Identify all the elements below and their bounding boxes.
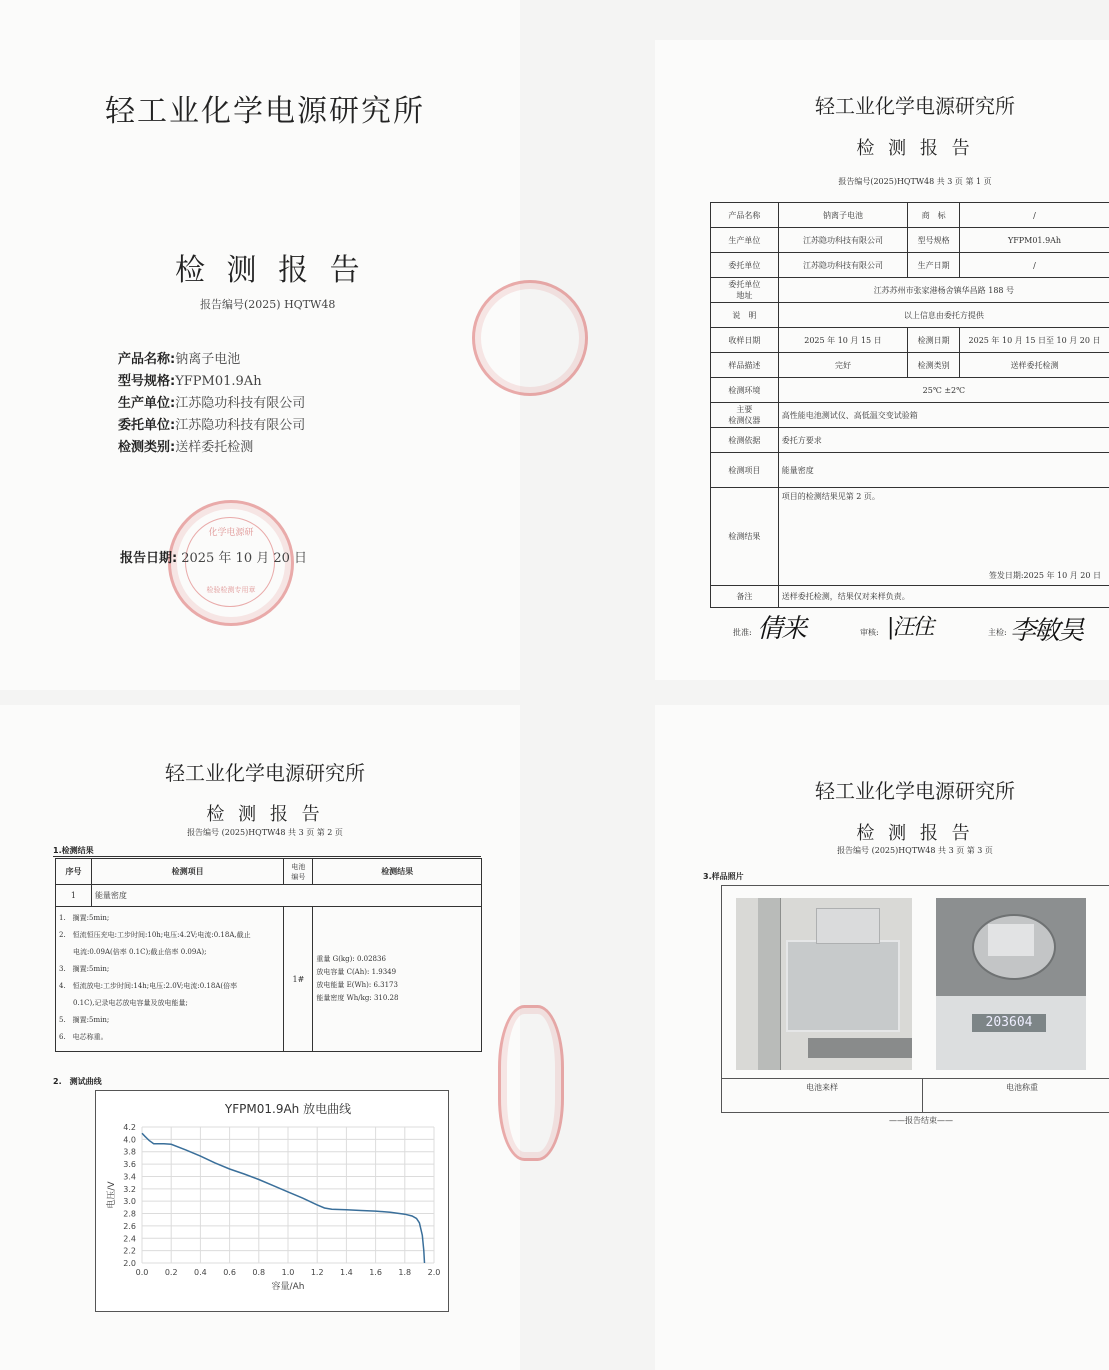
y-tick-label: 4.0 [123,1135,136,1145]
x-tick-label: 0.8 [252,1268,266,1277]
y-tick-label: 2.6 [123,1221,136,1231]
section-rule [53,856,481,857]
weighed-battery [988,924,1034,956]
x-tick-label: 1.4 [340,1268,353,1277]
report-number: 报告编号(2025) HQTW48 [200,298,336,311]
x-tick-label: 0.4 [194,1268,207,1277]
report-title: 检 测 报 告 [175,253,366,288]
report-number: 报告编号 (2025)HQTW48 共 3 页 第 2 页 [187,828,343,837]
report-title: 检 测 报 告 [206,804,324,825]
y-tick-label: 3.6 [123,1160,136,1170]
photos-frame [721,885,1109,1113]
x-tick-label: 1.6 [369,1268,382,1277]
partial-seal [498,1005,564,1161]
section-photos-heading: 3.样品照片 [703,872,744,881]
battery-sample-photo [736,898,912,1070]
y-tick-label: 3.8 [123,1147,136,1157]
field-row: 委托单位:江苏隐功科技有限公司 [118,418,306,433]
x-tick-label: 2.0 [427,1268,441,1277]
inspector-label: 主检: [988,628,1007,637]
field-row: 检测类别:送样委托检测 [118,440,254,455]
photo1-caption: 电池来样 [806,1083,838,1092]
institute-title: 轻工业化学电源研究所 [815,779,1015,803]
field-row: 型号规格:YFPM01.9Ah [118,374,262,389]
approver-signature: 倩来 [757,614,806,644]
institute-title: 轻工业化学电源研究所 [165,761,365,785]
battery-pouch [786,940,900,1032]
x-tick-label: 0.2 [164,1268,178,1277]
y-tick-label: 2.4 [123,1234,136,1244]
x-tick-label: 1.2 [310,1268,324,1277]
y-tick-label: 2.2 [123,1246,136,1256]
institute-title: 轻工业化学电源研究所 [105,94,425,129]
x-axis-label: 容量/Ah [271,1282,305,1292]
y-tick-label: 2.0 [123,1259,136,1268]
ruler-horizontal [808,1038,912,1058]
photo2-caption: 电池称重 [1006,1083,1038,1092]
cover-fields [118,348,305,458]
report-end: ——报告结束—— [889,1116,953,1125]
y-tick-label: 3.2 [123,1184,136,1194]
scale-body [936,996,1086,1070]
y-tick-label: 3.4 [123,1172,136,1182]
caption-rule [722,1078,1109,1079]
test-steps: 1. 搁置:5min; 2. 恒流恒压充电:工步时间:10h;电压:4.2V;电流:0.18A,截止 电流:0.09A(倍率 0.1C);截止倍率 0.09A); 3. 搁置:5min; 4. 恒流放电:工步时间:14h;电压:2.0V;电流:0.18A(倍率 0.1C),记录电芯放电容量及放电能量; 5. 搁置:5min; 6. 电芯称重。 [56,907,284,1052]
battery-weighing-photo [936,898,1086,1070]
discharge-chart [96,1091,448,1311]
x-tick-label: 1.0 [281,1268,295,1277]
x-tick-label: 0.6 [223,1268,236,1277]
x-tick-label: 1.8 [398,1268,412,1277]
report-page-2 [0,705,520,1370]
reviewer-signature: |汪住 [887,615,933,640]
info-table: 产品名称 钠离子电池 商 标 / 生产单位 江苏隐功科技有限公司 型号规格 YFPM01.9Ah 委托单位 江苏隐功科技有限公司 生产日期 / 委托单位 地址 江苏苏州市张家港杨舍镇华昌路 188 号 说 明 以上信息由委托方提供 收样日期 2025 年 10 月 15 日 检测日期 2025 年 10 月 15 日至 10 月 20 日 样品描述 完好 检测类别 送样委托检测 检测环境 25℃ ±2℃ 主要 检测仪器 高性能电池测试仪、高低温交变试验箱 检测依据 委托方要求 检测项目 能量密度 检测结果 项目的检测结果见第 2 页。 签发日期:2025 年 10 月 20 日 备注 送样委托检测，结果仅对来样负责。 [710,202,1109,608]
report-page-1 [655,40,1109,680]
report-date: 报告日期: 2025 年 10 月 20 日 [120,551,308,566]
scale-display: 203604 [972,1014,1046,1032]
institute-title: 轻工业化学电源研究所 [815,94,1015,118]
field-row: 生产单位:江苏隐功科技有限公司 [118,396,306,411]
section-results-heading: 1.检测结果 [53,846,94,855]
official-seal: 化学电源研 检验检测专用章 [168,500,294,626]
report-number: 报告编号 (2025)HQTW48 共 3 页 第 3 页 [837,846,993,855]
report-number: 报告编号(2025)HQTW48 共 3 页 第 1 页 [838,177,992,186]
discharge-curve-line [142,1133,425,1263]
cover-page [0,0,520,690]
report-title: 检 测 报 告 [856,823,974,844]
ruler-vertical [758,898,781,1070]
inspector-signature: 李敏昊 [1010,616,1083,646]
x-tick-label: 0.0 [135,1268,149,1277]
partial-seal [472,280,588,396]
test-results: 重量 G(kg): 0.02836 放电容量 C(Ah): 1.9349 放电能量 E(Wh): 6.3173 能量密度 Wh/kg: 310.28 [313,907,482,1052]
section-curve-heading: 2. 测试曲线 [53,1077,102,1086]
report-page-3 [655,705,1109,1370]
y-axis-label: 电压/V [107,1181,117,1209]
field-row: 产品名称:钠离子电池 [118,352,241,367]
approver-label: 批准: [733,628,752,637]
report-title: 检 测 报 告 [856,138,974,159]
y-tick-label: 4.2 [123,1123,136,1132]
results-table: 序号 检测项目 电池 编号 检测结果 1 能量密度 1. 搁置:5min; 2. 恒流恒压充电:工步时间:10h;电压:4.2V;电流:0.18A,截止 电流:0.09A(倍率 0.1C);截止倍率 0.09A); 3. 搁置:5min; 4. 恒流放电:工步时间:14h;电压:2.0V;电流:0.18A(倍率 0.1C),记录电芯放电容量及放电能量; 5. 搁置:5min; 6. 电芯称重。 1# 重量 G(kg): 0.02836 放电容量 C(Ah): 1.9349 放电能量 E(Wh): 6.3173 能量密度 Wh/kg: 310.28 [55,858,482,1052]
y-tick-label: 2.8 [123,1209,136,1219]
battery-tabs [816,908,880,944]
reviewer-label: 审核: [860,628,879,637]
chart-title: YFPM01.9Ah 放电曲线 [224,1102,352,1116]
y-tick-label: 3.0 [123,1197,136,1207]
chart-frame [95,1090,449,1312]
